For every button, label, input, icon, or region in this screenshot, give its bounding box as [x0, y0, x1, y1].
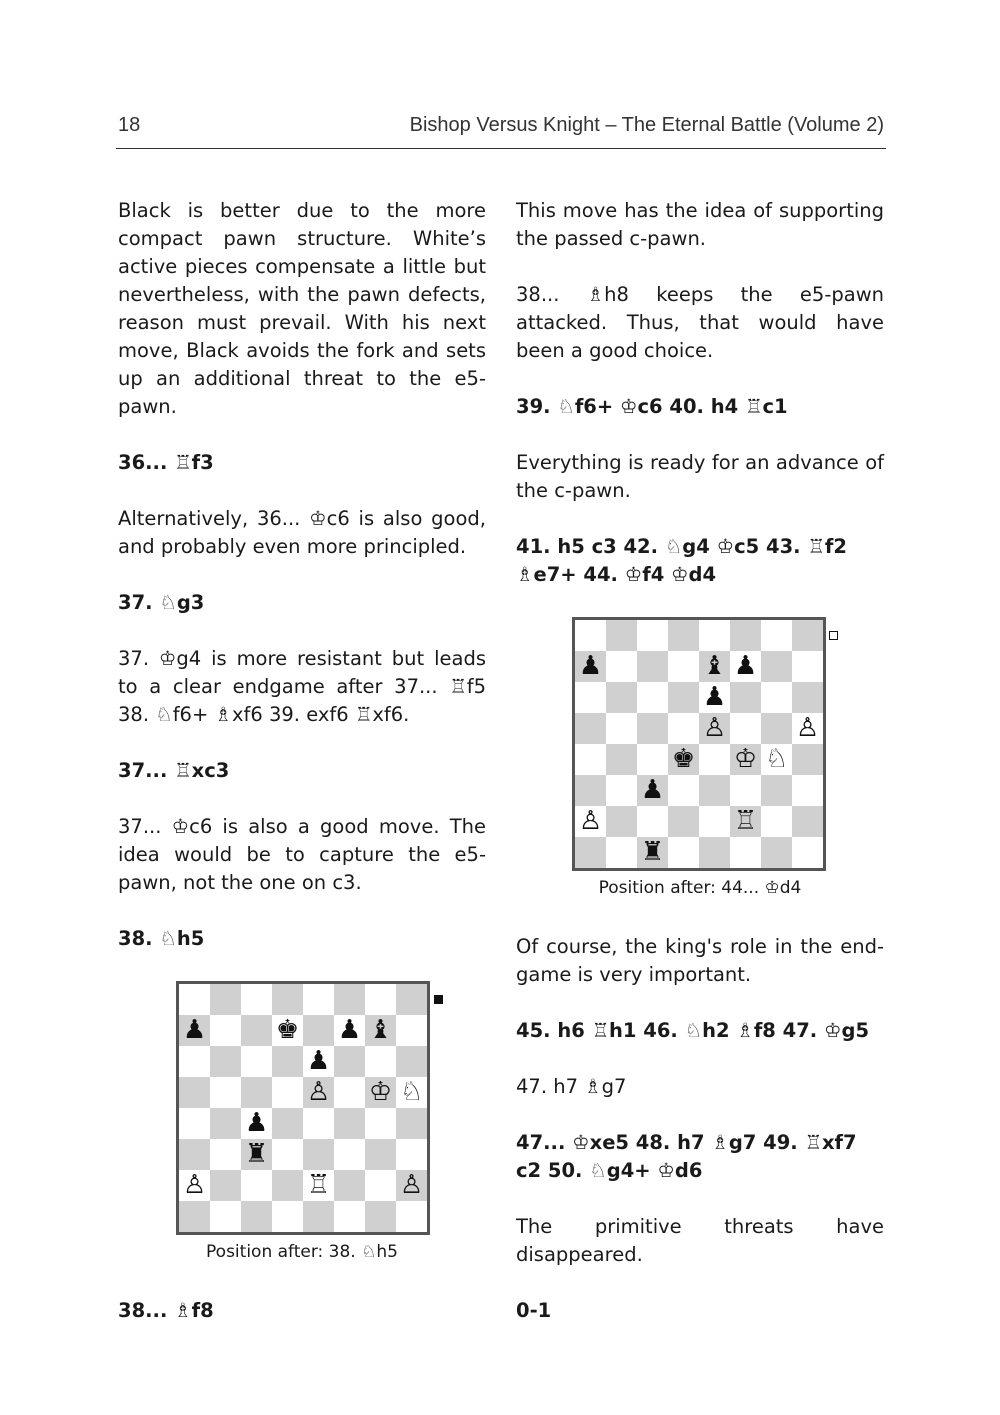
chess-diagram [516, 617, 884, 907]
running-title: Bishop Versus Knight – The Eternal Battle (Volume 2) [409, 114, 884, 136]
board-square [303, 1108, 334, 1139]
black-pawn-icon: ♟ [306, 1046, 331, 1076]
move-line: 38... ♗f8 [118, 1299, 214, 1322]
board-square [761, 682, 792, 713]
black-pawn-icon: ♟ [578, 651, 603, 681]
right-column [516, 197, 884, 1325]
board-square [179, 1108, 210, 1139]
board-square [668, 775, 699, 806]
board-square [303, 984, 334, 1015]
white-pawn-icon: ♙ [578, 806, 603, 836]
board-square [334, 1201, 365, 1232]
board-square [761, 713, 792, 744]
board-square [606, 651, 637, 682]
board-square [365, 1046, 396, 1077]
board-square [792, 651, 823, 682]
paragraph: Of course, the king's role in the end-game is very important. [516, 935, 884, 986]
white-knight-icon: ♘ [764, 744, 789, 774]
board-square [606, 806, 637, 837]
board-square [210, 1201, 241, 1232]
board-square [761, 806, 792, 837]
board-square [792, 806, 823, 837]
board-square [210, 1077, 241, 1108]
white-to-move-marker [829, 631, 838, 640]
board-square [730, 682, 761, 713]
board-square [179, 1139, 210, 1170]
board-square [730, 775, 761, 806]
page-number: 18 [118, 114, 141, 136]
board-square [241, 1046, 272, 1077]
board-square [334, 1108, 365, 1139]
board-square [241, 984, 272, 1015]
board-square [396, 984, 427, 1015]
board-square [210, 1170, 241, 1201]
board-square [761, 651, 792, 682]
black-rook-icon: ♜ [244, 1139, 269, 1169]
move-line: 47... ♔xe5 48. h7 ♗g7 49. ♖xf7 c2 50. ♘g4+ ♔d6 [516, 1131, 857, 1182]
board-square [396, 1015, 427, 1046]
black-bishop-icon: ♝ [368, 1015, 393, 1045]
board-square [210, 984, 241, 1015]
board-square [637, 651, 668, 682]
board-square [303, 1139, 334, 1170]
board-square [606, 775, 637, 806]
board-square [637, 620, 668, 651]
board-square [396, 1046, 427, 1077]
board-square [272, 1201, 303, 1232]
board-square [334, 1139, 365, 1170]
board-square [575, 837, 606, 868]
move-line: 37. ♘g3 [118, 591, 205, 614]
black-pawn-icon: ♟ [640, 775, 665, 805]
white-pawn-icon: ♙ [182, 1170, 207, 1200]
board-square [668, 651, 699, 682]
board-square [210, 1139, 241, 1170]
paragraph: This move has the idea of supporting the passed c-pawn. [516, 199, 884, 250]
board-square [761, 775, 792, 806]
white-pawn-icon: ♙ [399, 1170, 424, 1200]
board-square [792, 620, 823, 651]
board-square [179, 1201, 210, 1232]
board-square [699, 806, 730, 837]
board-square [792, 837, 823, 868]
board-square [606, 682, 637, 713]
paragraph: 37. ♔g4 is more resistant but leads to a clear endgame after 37... ♖f5 38. ♘f6+ ♗xf6 39. exf6 ♖xf6. [118, 647, 486, 726]
board-square [272, 1046, 303, 1077]
board-square [761, 620, 792, 651]
board-square [272, 984, 303, 1015]
black-pawn-icon: ♟ [337, 1015, 362, 1045]
board-square [303, 1201, 334, 1232]
black-pawn-icon: ♟ [702, 682, 727, 712]
black-pawn-icon: ♟ [182, 1015, 207, 1045]
board-square [730, 837, 761, 868]
paragraph: 37... ♔c6 is also a good move. The idea would be to capture the e5-pawn, not the one on c3. [118, 815, 486, 894]
chess-diagram [118, 981, 486, 1271]
left-column [118, 197, 486, 1325]
board-square [637, 713, 668, 744]
white-king-icon: ♔ [733, 744, 758, 774]
board-square [365, 1139, 396, 1170]
board-square [575, 775, 606, 806]
white-king-icon: ♔ [368, 1077, 393, 1107]
black-to-move-marker [434, 995, 443, 1004]
board-square [668, 837, 699, 868]
move-line: 45. h6 ♖h1 46. ♘h2 ♗f8 47. ♔g5 [516, 1019, 870, 1042]
board-square [365, 1201, 396, 1232]
board-square [761, 837, 792, 868]
move-line: 38. ♘h5 [118, 927, 205, 950]
board-square [396, 1201, 427, 1232]
board-square [179, 1077, 210, 1108]
white-rook-icon: ♖ [733, 806, 758, 836]
board-square [668, 620, 699, 651]
board-square [334, 1170, 365, 1201]
board-square [606, 837, 637, 868]
board-square [365, 984, 396, 1015]
board-square [396, 1139, 427, 1170]
white-pawn-icon: ♙ [702, 713, 727, 743]
board-square [210, 1015, 241, 1046]
chessboard [176, 981, 430, 1235]
paragraph: 38... ♗h8 keeps the e5-pawn attacked. Thus, that would have been a good choice. [516, 283, 884, 362]
page-header [116, 114, 886, 149]
board-square [575, 620, 606, 651]
paragraph: The primitive threats have disappeared. [516, 1215, 884, 1266]
board-square [272, 1139, 303, 1170]
paragraph: Everything is ready for an advance of the c-pawn. [516, 451, 884, 502]
white-pawn-icon: ♙ [795, 713, 820, 743]
board-square [334, 1077, 365, 1108]
black-king-icon: ♚ [671, 744, 696, 774]
board-square [606, 713, 637, 744]
board-square [792, 775, 823, 806]
paragraph: 47. h7 ♗g7 [516, 1075, 627, 1098]
board-square [365, 1170, 396, 1201]
board-square [396, 1108, 427, 1139]
board-square [334, 984, 365, 1015]
board-square [730, 620, 761, 651]
diagram-caption: Position after: 38. ♘h5 [206, 1242, 398, 1262]
board-square [241, 1170, 272, 1201]
move-line: 37... ♖xc3 [118, 759, 230, 782]
board-square [179, 984, 210, 1015]
board-square [334, 1046, 365, 1077]
board-square [730, 713, 761, 744]
move-line: 0-1 [516, 1299, 552, 1322]
board-square [792, 682, 823, 713]
board-square [272, 1108, 303, 1139]
board-square [241, 1015, 272, 1046]
board-square [606, 744, 637, 775]
board-square [575, 682, 606, 713]
black-pawn-icon: ♟ [733, 651, 758, 681]
black-rook-icon: ♜ [640, 837, 665, 867]
white-pawn-icon: ♙ [306, 1077, 331, 1107]
board-square [210, 1108, 241, 1139]
board-square [699, 744, 730, 775]
board-square [668, 806, 699, 837]
board-square [575, 713, 606, 744]
board-square [668, 682, 699, 713]
board-square [792, 744, 823, 775]
board-square [365, 1108, 396, 1139]
board-square [210, 1046, 241, 1077]
black-bishop-icon: ♝ [702, 651, 727, 681]
diagram-caption: Position after: 44... ♔d4 [598, 878, 802, 898]
board-square [637, 682, 668, 713]
board-square [606, 620, 637, 651]
board-square [241, 1077, 272, 1108]
board-square [303, 1015, 334, 1046]
board-square [699, 620, 730, 651]
board-square [637, 744, 668, 775]
chessboard [572, 617, 826, 871]
board-square [575, 744, 606, 775]
board-square [241, 1201, 272, 1232]
white-knight-icon: ♘ [399, 1077, 424, 1107]
black-king-icon: ♚ [275, 1015, 300, 1045]
move-line: 39. ♘f6+ ♔c6 40. h4 ♖c1 [516, 395, 788, 418]
move-line: 41. h5 c3 42. ♘g4 ♔c5 43. ♖f2 ♗e7+ 44. ♔f4 ♔d4 [516, 535, 847, 586]
board-square [179, 1046, 210, 1077]
board-square [668, 713, 699, 744]
board-square [699, 837, 730, 868]
board-square [272, 1077, 303, 1108]
board-square [637, 806, 668, 837]
paragraph: Black is better due to the more compact pawn structure. White’s active pieces compensate a little but nevertheless, with the pawn defects, reason must prevail. With his next move, Black avoids the fork and sets up an additional threat to the e5-pawn. [118, 199, 486, 418]
black-pawn-icon: ♟ [244, 1108, 269, 1138]
white-rook-icon: ♖ [306, 1170, 331, 1200]
move-line: 36... ♖f3 [118, 451, 214, 474]
board-square [699, 775, 730, 806]
board-square [272, 1170, 303, 1201]
paragraph: Alternatively, 36... ♔c6 is also good, and probably even more principled. [118, 507, 486, 558]
